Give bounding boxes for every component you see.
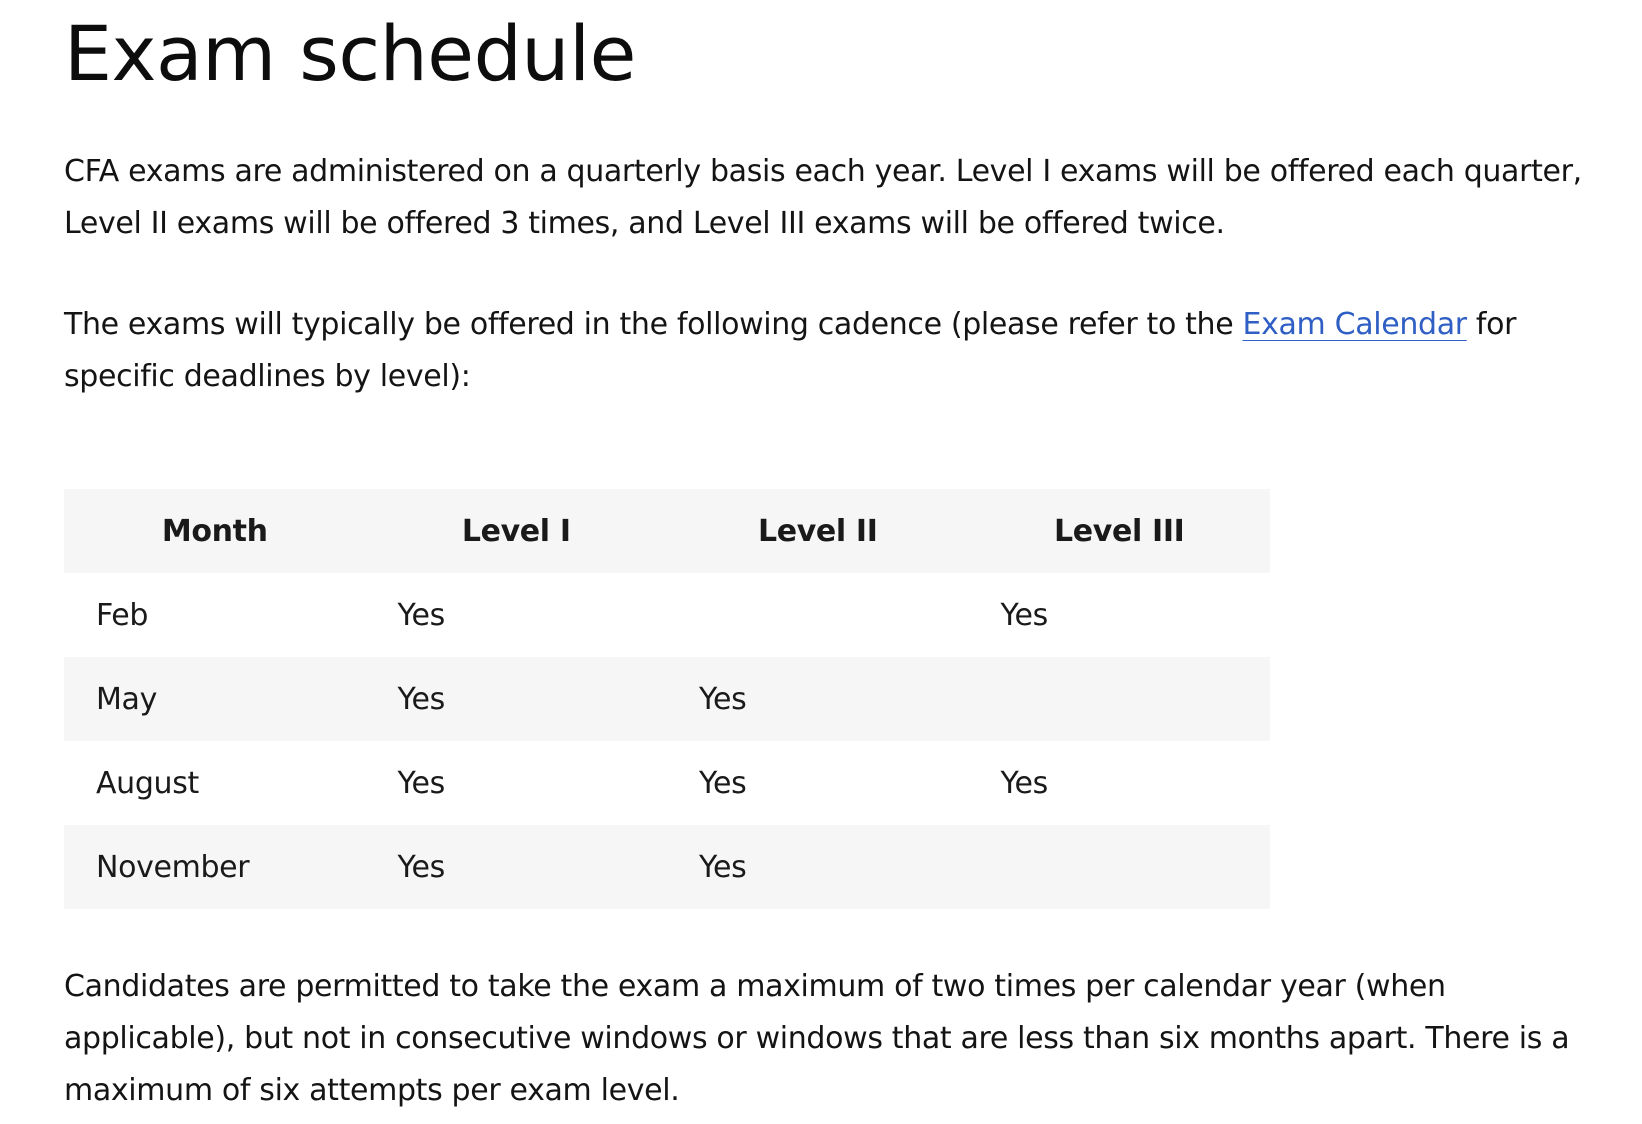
level-3-cell (969, 657, 1271, 741)
column-header-level-2: Level II (667, 489, 969, 573)
table-header-row (64, 489, 1270, 573)
level-2-cell (667, 573, 969, 657)
level-3-cell (969, 825, 1271, 909)
level-3-cell: Yes (1000, 765, 1048, 801)
table-row (64, 741, 1270, 825)
level-2-cell: Yes (699, 765, 747, 801)
attempts-policy-paragraph: Candidates are permitted to take the exam a maximum of two times per calendar year (when applicable), but not in consecutive windows or windows that are less than six months apart. There is a maximum of six attempts per exam level. (64, 969, 1570, 1108)
exam-calendar-link[interactable]: Exam Calendar (1242, 307, 1467, 342)
cadence-text-after: for specific deadlines by level): (64, 307, 1517, 394)
page-title: Exam schedule (64, 9, 636, 98)
month-cell: Feb (96, 597, 149, 633)
level-3-cell: Yes (1000, 597, 1048, 633)
level-1-cell: Yes (397, 765, 445, 801)
intro-paragraph: CFA exams are administered on a quarterly basis each year. Level I exams will be offered each quarter, Level II exams will be offered 3 times, and Level III exams will be offered twice. (64, 154, 1582, 241)
table-row (64, 573, 1270, 657)
level-1-cell: Yes (366, 825, 668, 909)
table-row (64, 825, 1270, 909)
column-header-month: Month (64, 489, 366, 573)
level-1-cell: Yes (397, 597, 445, 633)
level-2-cell: Yes (667, 657, 969, 741)
month-cell: August (96, 765, 199, 801)
cadence-text-before: The exams will typically be offered in the following cadence (please refer to the (64, 307, 1243, 342)
month-cell: May (64, 657, 366, 741)
column-header-level-3: Level III (969, 489, 1271, 573)
table-row (64, 657, 1270, 741)
level-1-cell: Yes (366, 657, 668, 741)
exam-schedule-table (64, 489, 1270, 909)
month-cell: November (64, 825, 366, 909)
column-header-level-1: Level I (366, 489, 668, 573)
level-2-cell: Yes (667, 825, 969, 909)
cadence-paragraph (64, 299, 1584, 403)
